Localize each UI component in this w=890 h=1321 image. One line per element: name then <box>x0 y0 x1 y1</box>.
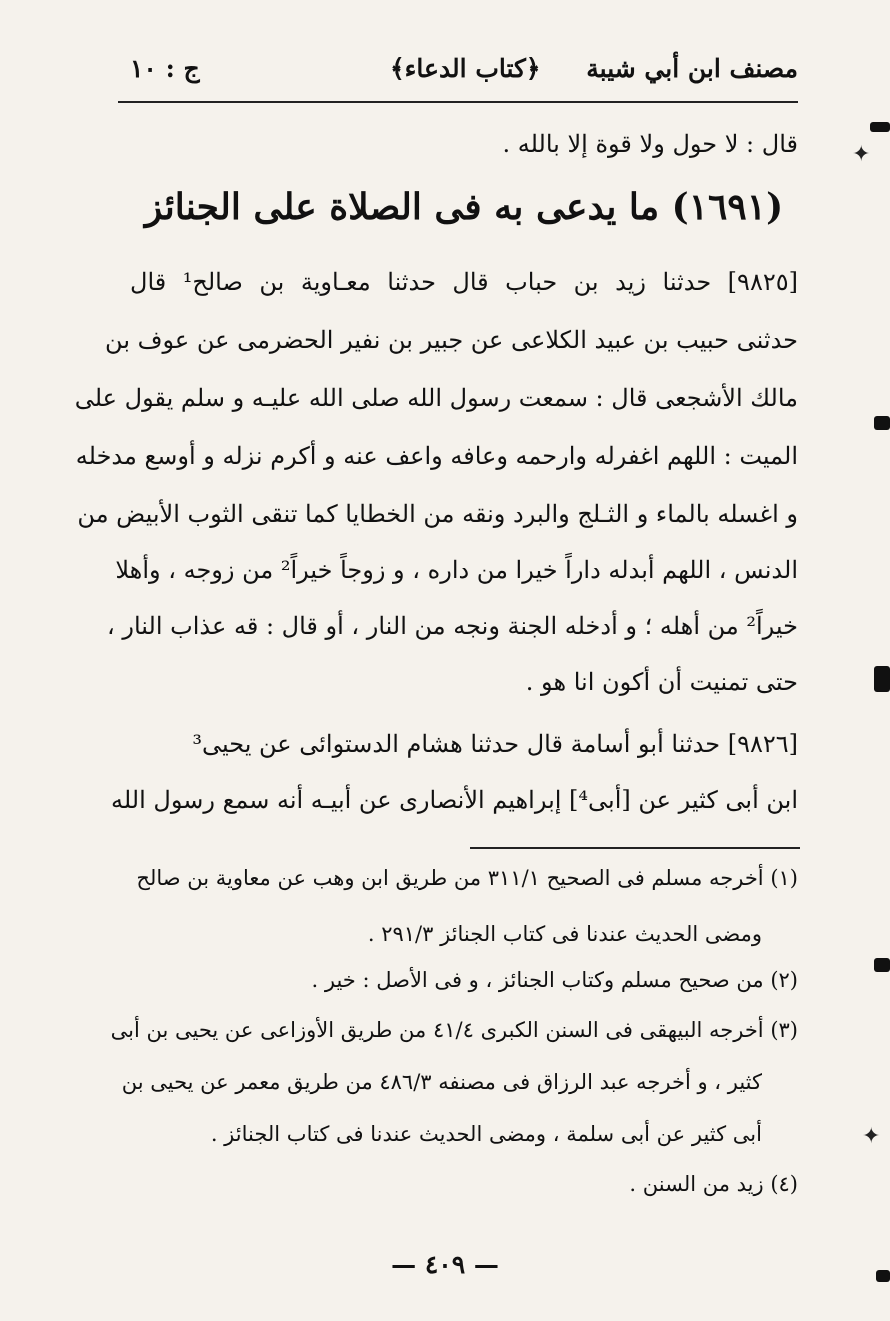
footnote-divider <box>470 847 800 849</box>
footnote-continuation: أبى كثير عن أبى سلمة ، ومضى الحديث عندنا فى كتاب الجنائز . <box>210 1122 762 1146</box>
footnote: (٣) أخرجه البيهقى فى السنن الكبرى ٤١/٤ من طريق الأوزاعى عن يحيى بن أبى <box>110 1018 798 1042</box>
text-line: الميت : اللهم اغفرله وارحمه وعافه واعف عنه و أكرم نزله و أوسع مدخله <box>75 442 798 470</box>
volume-number: ج : ١٠ <box>130 54 200 83</box>
footnote-continuation: كثير ، و أخرجه عبد الرزاق فى مصنفه ٤٨٦/٣ من طريق معمر عن يحيى بن <box>121 1070 762 1094</box>
text-line: و اغسله بالماء و الثـلج والبرد ونقه من الخطايا كما تنقى الثوب الأبيض من <box>77 500 798 528</box>
footnote: (١) أخرجه مسلم فى الصحيح ٣١١/١ من طريق ابن وهب عن معاوية بن صالح <box>136 866 798 890</box>
opening-line: قال : لا حول ولا قوة إلا بالله . <box>502 130 798 158</box>
margin-ink-mark <box>870 122 890 132</box>
margin-ink-mark <box>874 416 890 430</box>
text-line: مالك الأشجعى قال : سمعت رسول الله صلى الله عليـه و سلم يقول على <box>74 384 798 412</box>
text-line: [٩٨٢٦] حدثنا أبو أسامة قال حدثنا هشام الدستوائى عن يحيى³ <box>192 730 798 758</box>
text-line: حدثنى حبيب بن عبيد الكلاعى عن جبير بن نفير الحضرمى عن عوف بن <box>105 326 798 354</box>
margin-ink-mark <box>874 666 890 692</box>
margin-cross-mark: ✦ <box>862 1124 881 1149</box>
chapter-heading: (١٦٩١) ما يدعى به فى الصلاة على الجنائز <box>144 186 784 228</box>
text-line: الدنس ، اللهم أبدله داراً خيرا من داره ، و زوجاً خيراً² من زوجه ، وأهلا <box>115 556 798 584</box>
header-divider <box>118 101 798 103</box>
margin-ink-mark <box>874 958 890 972</box>
text-line: [٩٨٢٥] حدثنا زيد بن حباب قال حدثنا معـاوية بن صالح¹ قال <box>130 268 798 296</box>
running-header <box>118 46 798 102</box>
section-title: ﴿كتاب الدعاء﴾ <box>390 54 541 83</box>
footnote: (٤) زيد من السنن . <box>629 1172 798 1196</box>
book-title: مصنف ابن أبي شيبة <box>586 54 798 83</box>
margin-ink-mark <box>876 1270 890 1282</box>
text-line: حتى تمنيت أن أكون انا هو . <box>525 668 798 696</box>
text-line: خيراً² من أهله ؛ و أدخله الجنة ونجه من النار ، أو قال : قه عذاب النار ، <box>107 612 798 640</box>
footnote-continuation: ومضى الحديث عندنا فى كتاب الجنائز ٢٩١/٣ . <box>367 922 762 946</box>
margin-cross-mark: ✦ <box>852 142 871 167</box>
page-number: — ٤٠٩ — <box>391 1250 499 1279</box>
footnote: (٢) من صحيح مسلم وكتاب الجنائز ، و فى الأصل : خير . <box>311 968 798 992</box>
text-line: ابن أبى كثير عن [أبى⁴] إبراهيم الأنصارى عن أبيـه أنه سمع رسول الله <box>110 786 798 814</box>
